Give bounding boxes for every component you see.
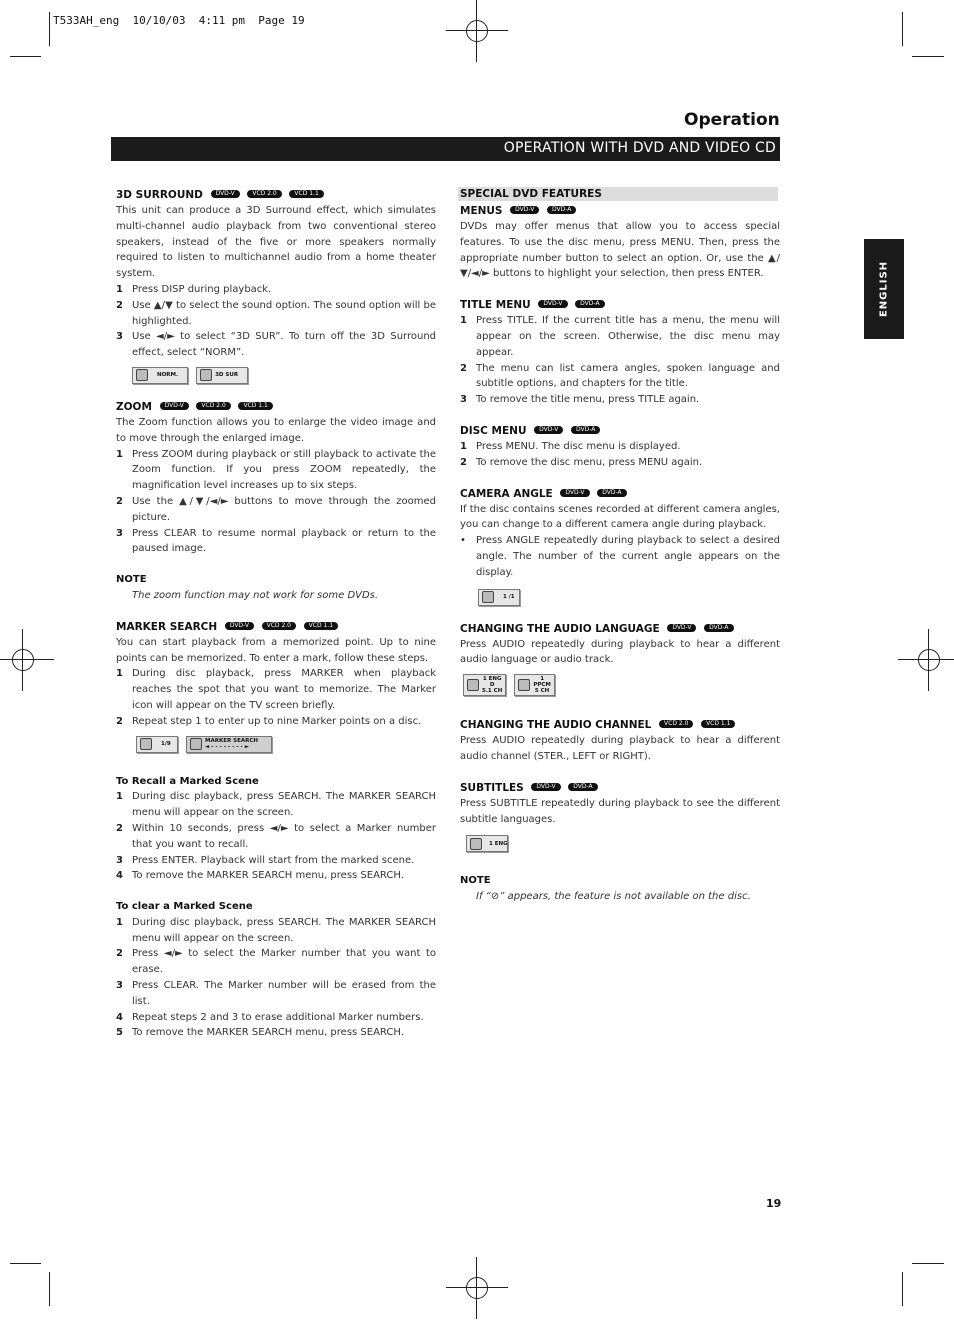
special-features-bar: SPECIAL DVD FEATURES xyxy=(458,187,778,201)
disc-badge: VCD 1.1 xyxy=(701,720,735,728)
osd-display: 1 ENG xyxy=(466,835,508,852)
osd-illustration xyxy=(136,736,436,753)
osd-illustration xyxy=(132,367,436,384)
registration-mark xyxy=(912,643,946,677)
disc-badge: DVD-V xyxy=(538,300,567,308)
audio-icon xyxy=(518,679,530,691)
print-header: T533AH_eng 10/10/03 4:11 pm Page 19 xyxy=(53,14,305,27)
marker-icon xyxy=(140,738,152,750)
osd-display: MARKER SEARCH ◄ - - - - - - - - ► xyxy=(186,736,272,753)
crop-mark xyxy=(912,1263,944,1264)
registration-mark xyxy=(460,14,494,48)
crop-mark xyxy=(902,1272,903,1306)
disc-badge: DVD-A xyxy=(547,206,576,214)
registration-mark xyxy=(6,643,40,677)
section-heading: TITLE MENU DVD-V DVD-A xyxy=(460,297,780,313)
list-item: 2 Use the ▲/▼/◄/► buttons to move through the zoomed picture. xyxy=(116,495,436,523)
sound-icon xyxy=(200,369,212,381)
marker-icon xyxy=(190,738,202,750)
section-heading: CHANGING THE AUDIO LANGUAGE DVD-V DVD-A xyxy=(460,621,780,637)
osd-display: 1 PPCM 5 CH xyxy=(514,674,555,696)
sound-icon xyxy=(136,369,148,381)
section-title: Operation xyxy=(684,110,780,130)
subtitle-icon xyxy=(470,838,482,850)
list-item: 3 Press CLEAR to resume normal playback or return to the paused image. xyxy=(116,527,436,555)
disc-badge: DVD-A xyxy=(597,489,626,497)
right-column xyxy=(460,187,780,905)
note-text: The zoom function may not work for some DVDs. xyxy=(132,589,379,601)
disc-badge: VCD 1.1 xyxy=(238,402,272,410)
section-heading: DISC MENU DVD-V DVD-A xyxy=(460,423,780,439)
osd-display: 1 /1 xyxy=(478,589,520,606)
section-heading: MARKER SEARCH DVD-V VCD 2.0 VCD 1.1 xyxy=(116,619,436,635)
disc-badge: DVD-V xyxy=(160,402,189,410)
list-item: 2 Press ◄/► to select the Marker number that you want to erase. xyxy=(116,948,436,976)
osd-display: 1 ENG D 5.1 CH xyxy=(463,674,506,696)
list-item: 1 Press ZOOM during playback or still playback to activate the Zoom function. If you press ZOOM repeatedly, the magnification level increases up to six steps. xyxy=(116,448,436,492)
banner-text: OPERATION WITH DVD AND VIDEO CD xyxy=(503,140,776,156)
section-heading: CHANGING THE AUDIO CHANNEL VCD 2.0 VCD 1.1 xyxy=(460,717,780,733)
disc-badge: DVD-V xyxy=(667,624,696,632)
language-tab-label: ENGLISH xyxy=(878,260,890,318)
note-text: If “⊘” appears, the feature is not available on the disc. xyxy=(476,891,751,903)
crop-mark xyxy=(49,12,50,46)
section-heading: SUBTITLES DVD-V DVD-A xyxy=(460,780,780,796)
camera-icon xyxy=(482,591,494,603)
paragraph: This unit can produce a 3D Surround effect, which simulates multi-channel audio playback from two conventional stereo speakers, instead of the five or more speakers normally required to listen to multichannel audio from a home theater system. xyxy=(116,205,436,280)
disc-badge: DVD-V xyxy=(534,426,563,434)
list-item: 3 Press CLEAR. The Marker number will be erased from the list. xyxy=(116,980,436,1007)
list-item: 2 Repeat step 1 to enter up to nine Marker points on a disc. xyxy=(116,715,422,727)
osd-illustration xyxy=(478,589,780,606)
page-number: 19 xyxy=(766,1197,782,1210)
section-heading: MENUS DVD-V DVD-A xyxy=(460,203,780,219)
note-heading: NOTE xyxy=(116,574,147,586)
disc-badge: DVD-V xyxy=(211,190,240,198)
list-item: 2 The menu can list camera angles, spoken language and subtitle options, and chapters for the title. xyxy=(460,362,780,390)
left-column xyxy=(116,187,436,1041)
paragraph: Press AUDIO repeatedly during playback to hear a different audio language or audio track. xyxy=(460,638,780,666)
note-heading: NOTE xyxy=(460,875,491,887)
list-item: 2 Within 10 seconds, press ◄/► to select a Marker number that you want to recall. xyxy=(116,822,436,850)
crop-mark xyxy=(49,1272,50,1306)
crop-mark xyxy=(912,56,944,57)
list-item: 1 Press TITLE. If the current title has a menu, the menu will appear on the screen. Otherwise, the disc menu may appear. xyxy=(460,315,780,358)
disc-badge: DVD-A xyxy=(568,783,597,791)
paragraph: DVDs may offer menus that allow you to access special features. To use the disc menu, press MENU. Then, press the appropriate number button to select an option. Or, use the ▲/▼/◄/► buttons to highlight your selection, then press ENTER. xyxy=(460,221,780,280)
prohibited-icon: ⊘ xyxy=(490,891,500,903)
list-item: 1 Press MENU. The disc menu is displayed. xyxy=(460,440,681,452)
osd-illustration xyxy=(466,835,780,852)
disc-badge: DVD-V xyxy=(510,206,539,214)
list-item: 4 Repeat steps 2 and 3 to erase additional Marker numbers. xyxy=(116,1011,424,1023)
list-item: 2 Use ▲/▼ to select the sound option. The sound option will be highlighted. xyxy=(116,299,436,327)
disc-badge: DVD-A xyxy=(704,624,733,632)
list-item: • Press ANGLE repeatedly during playback to select a desired angle. The number of the current angle appears on the display. xyxy=(460,535,780,578)
chapter-banner xyxy=(111,137,780,161)
list-item: 4 To remove the MARKER SEARCH menu, press SEARCH. xyxy=(116,870,404,882)
list-item: 3 To remove the title menu, press TITLE again. xyxy=(460,394,700,406)
disc-badge: DVD-A xyxy=(571,426,600,434)
disc-badge: VCD 1.1 xyxy=(304,622,338,630)
disc-badge: VCD 2.0 xyxy=(196,402,230,410)
audio-icon xyxy=(467,679,479,691)
disc-badge: VCD 2.0 xyxy=(659,720,693,728)
osd-display: 3D SUR xyxy=(196,367,248,384)
crop-mark xyxy=(10,56,41,57)
disc-badge: VCD 2.0 xyxy=(262,622,296,630)
disc-badge: DVD-V xyxy=(225,622,254,630)
list-item: 1 During disc playback, press SEARCH. The MARKER SEARCH menu will appear on the screen. xyxy=(116,791,436,819)
list-item: 5 To remove the MARKER SEARCH menu, press SEARCH. xyxy=(116,1027,404,1039)
list-item: 1 During disc playback, press MARKER when playback reaches the spot that you want to memorize. The Marker icon will appear on the TV screen briefly. xyxy=(116,668,436,711)
paragraph: If the disc contains scenes recorded at different camera angles, you can change to a different camera angle during playback. xyxy=(460,503,780,531)
section-heading: CAMERA ANGLE DVD-V DVD-A xyxy=(460,486,780,502)
language-tab xyxy=(864,239,904,339)
paragraph: The Zoom function allows you to enlarge the video image and to move through the enlarged image. xyxy=(116,416,436,444)
disc-badge: VCD 2.0 xyxy=(247,190,281,198)
list-item: 1 Press DISP during playback. xyxy=(116,283,272,295)
list-item: 3 Use ◄/► to select “3D SUR”. To turn off the 3D Surround effect, select “NORM”. xyxy=(116,331,436,359)
section-heading: 3D SURROUND DVD-V VCD 2.0 VCD 1.1 xyxy=(116,187,436,203)
osd-display: NORM. xyxy=(132,367,188,384)
osd-illustration xyxy=(463,674,780,696)
disc-badge: DVD-A xyxy=(575,300,604,308)
list-item: 2 To remove the disc menu, press MENU again. xyxy=(460,456,703,468)
paragraph: Press SUBTITLE repeatedly during playback to see the different subtitle languages. xyxy=(460,797,780,825)
disc-badge: DVD-V xyxy=(560,489,589,497)
disc-badge: VCD 1.1 xyxy=(289,190,323,198)
section-heading: ZOOM DVD-V VCD 2.0 VCD 1.1 xyxy=(116,399,436,415)
crop-mark xyxy=(10,1263,41,1264)
list-item: 3 Press ENTER. Playback will start from the marked scene. xyxy=(116,854,415,866)
subsection-heading: To clear a Marked Scene xyxy=(116,901,253,913)
paragraph: You can start playback from a memorized point. Up to nine points can be memorized. To enter a mark, follow these steps. xyxy=(116,636,436,664)
crop-mark xyxy=(902,12,903,46)
subsection-heading: To Recall a Marked Scene xyxy=(116,775,259,787)
list-item: 1 During disc playback, press SEARCH. The MARKER SEARCH menu will appear on the screen. xyxy=(116,916,436,944)
osd-display: 1/9 xyxy=(136,736,178,753)
disc-badge: DVD-V xyxy=(531,783,560,791)
paragraph: Press AUDIO repeatedly during playback to hear a different audio channel (STER., LEFT or RIGHT). xyxy=(460,735,780,762)
registration-mark xyxy=(460,1271,494,1305)
